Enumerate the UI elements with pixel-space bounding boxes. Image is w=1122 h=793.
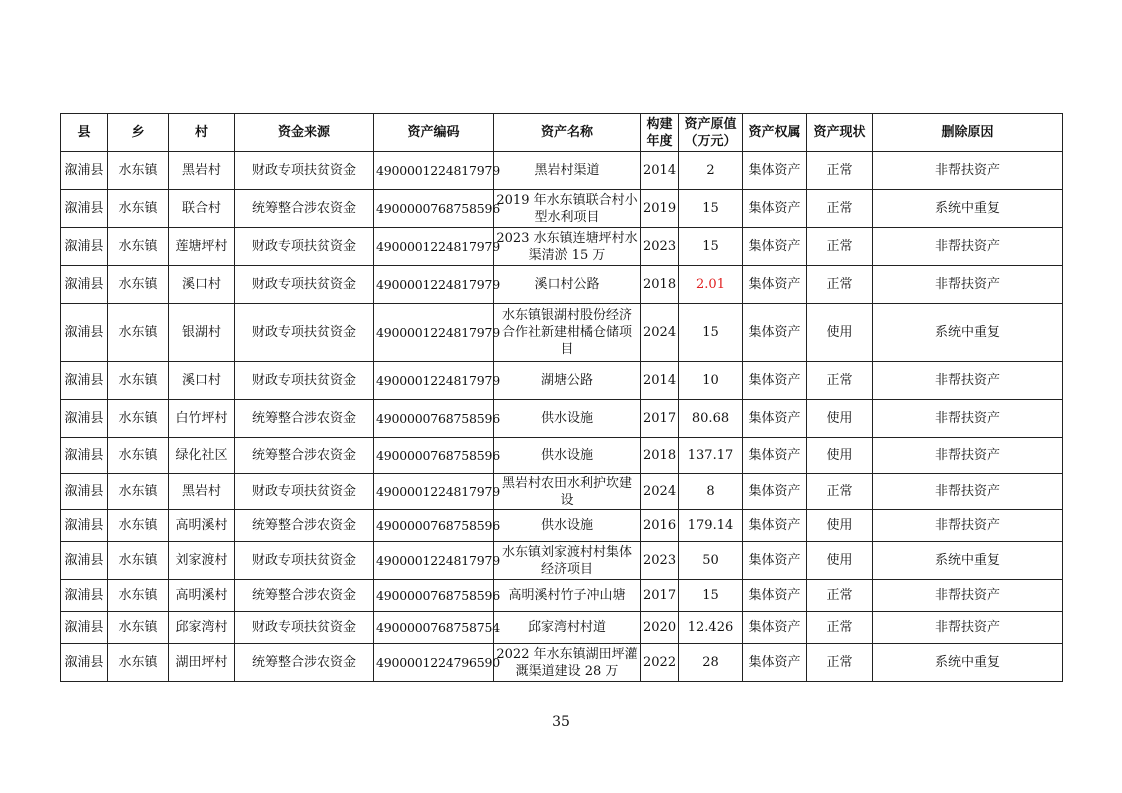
cell-township: 水东镇 [108,304,169,362]
table-row [61,612,1063,644]
cell-ownership: 集体资产 [743,510,807,542]
cell-ownership: 集体资产 [743,304,807,362]
cell-county: 溆浦县 [61,266,108,304]
cell-asset-value: 179.14 [679,510,743,542]
cell-ownership: 集体资产 [743,438,807,474]
header-ownership: 资产权属 [743,114,807,152]
table-row [61,190,1063,228]
cell-asset-code: 4900000768758596 [374,580,494,612]
cell-county: 溆浦县 [61,438,108,474]
cell-build-year: 2023 [641,542,679,580]
header-village: 村 [169,114,235,152]
cell-fund-source: 统筹整合涉农资金 [235,400,374,438]
table-row [61,510,1063,542]
cell-village: 高明溪村 [169,510,235,542]
cell-deletion-reason: 系统中重复 [873,542,1063,580]
cell-county: 溆浦县 [61,362,108,400]
cell-asset-code: 4900001224817979 [374,266,494,304]
cell-asset-name: 邱家湾村村道 [494,612,641,644]
cell-township: 水东镇 [108,362,169,400]
cell-asset-code: 4900000768758596 [374,400,494,438]
cell-ownership: 集体资产 [743,362,807,400]
cell-status: 正常 [807,580,873,612]
cell-ownership: 集体资产 [743,612,807,644]
table-row [61,580,1063,612]
cell-deletion-reason: 非帮扶资产 [873,362,1063,400]
cell-county: 溆浦县 [61,190,108,228]
cell-asset-code: 4900000768758754 [374,612,494,644]
header-build-year: 构建年度 [641,114,679,152]
cell-village: 邱家湾村 [169,612,235,644]
cell-build-year: 2017 [641,400,679,438]
cell-build-year: 2023 [641,228,679,266]
cell-fund-source: 统筹整合涉农资金 [235,644,374,682]
cell-county: 溆浦县 [61,474,108,510]
cell-deletion-reason: 非帮扶资产 [873,266,1063,304]
cell-asset-code: 4900001224817979 [374,152,494,190]
cell-deletion-reason: 非帮扶资产 [873,152,1063,190]
header-deletion-reason: 删除原因 [873,114,1063,152]
cell-ownership: 集体资产 [743,644,807,682]
cell-fund-source: 财政专项扶贫资金 [235,474,374,510]
table-row [61,542,1063,580]
cell-build-year: 2022 [641,644,679,682]
cell-status: 正常 [807,474,873,510]
cell-township: 水东镇 [108,438,169,474]
cell-build-year: 2016 [641,510,679,542]
cell-ownership: 集体资产 [743,400,807,438]
cell-build-year: 2018 [641,266,679,304]
cell-asset-name: 2022 年水东镇湖田坪灌溉渠道建设 28 万 [494,644,641,682]
cell-fund-source: 统筹整合涉农资金 [235,438,374,474]
cell-deletion-reason: 非帮扶资产 [873,510,1063,542]
cell-asset-value: 2 [679,152,743,190]
cell-asset-code: 4900000768758596 [374,190,494,228]
cell-asset-value: 2.01 [679,266,743,304]
cell-county: 溆浦县 [61,152,108,190]
table-header [61,114,1063,152]
asset-deletion-table [60,113,1063,682]
cell-build-year: 2014 [641,362,679,400]
cell-asset-value: 12.426 [679,612,743,644]
header-asset-value: 资产原值（万元） [679,114,743,152]
cell-township: 水东镇 [108,190,169,228]
table-row [61,152,1063,190]
cell-asset-name: 溪口村公路 [494,266,641,304]
cell-village: 黑岩村 [169,474,235,510]
cell-village: 湖田坪村 [169,644,235,682]
cell-ownership: 集体资产 [743,580,807,612]
cell-deletion-reason: 非帮扶资产 [873,580,1063,612]
cell-fund-source: 统筹整合涉农资金 [235,190,374,228]
cell-asset-value: 15 [679,190,743,228]
header-status: 资产现状 [807,114,873,152]
cell-status: 正常 [807,644,873,682]
cell-build-year: 2017 [641,580,679,612]
table-row [61,438,1063,474]
cell-asset-name: 水东镇刘家渡村村集体经济项目 [494,542,641,580]
cell-fund-source: 财政专项扶贫资金 [235,542,374,580]
cell-asset-name: 高明溪村竹子冲山塘 [494,580,641,612]
table-row [61,644,1063,682]
cell-county: 溆浦县 [61,510,108,542]
cell-asset-name: 2019 年水东镇联合村小型水利项目 [494,190,641,228]
cell-village: 白竹坪村 [169,400,235,438]
cell-asset-name: 2023 水东镇连塘坪村水渠清淤 15 万 [494,228,641,266]
cell-township: 水东镇 [108,474,169,510]
cell-asset-value: 15 [679,228,743,266]
cell-deletion-reason: 非帮扶资产 [873,228,1063,266]
cell-village: 溪口村 [169,266,235,304]
cell-county: 溆浦县 [61,644,108,682]
cell-build-year: 2024 [641,304,679,362]
cell-county: 溆浦县 [61,304,108,362]
cell-asset-value: 137.17 [679,438,743,474]
cell-asset-code: 4900001224817979 [374,474,494,510]
cell-asset-value: 8 [679,474,743,510]
cell-county: 溆浦县 [61,400,108,438]
cell-build-year: 2019 [641,190,679,228]
cell-asset-value: 28 [679,644,743,682]
cell-status: 正常 [807,362,873,400]
cell-township: 水东镇 [108,612,169,644]
cell-deletion-reason: 系统中重复 [873,304,1063,362]
cell-asset-name: 湖塘公路 [494,362,641,400]
cell-build-year: 2020 [641,612,679,644]
cell-asset-name: 黑岩村农田水利护坎建设 [494,474,641,510]
cell-ownership: 集体资产 [743,152,807,190]
cell-status: 使用 [807,510,873,542]
cell-status: 正常 [807,152,873,190]
cell-deletion-reason: 非帮扶资产 [873,474,1063,510]
cell-asset-code: 4900001224817979 [374,362,494,400]
cell-status: 使用 [807,400,873,438]
cell-status: 正常 [807,612,873,644]
cell-asset-name: 黑岩村渠道 [494,152,641,190]
cell-county: 溆浦县 [61,612,108,644]
cell-ownership: 集体资产 [743,228,807,266]
page-number: 35 [552,714,570,730]
cell-village: 联合村 [169,190,235,228]
cell-township: 水东镇 [108,510,169,542]
cell-fund-source: 财政专项扶贫资金 [235,152,374,190]
cell-township: 水东镇 [108,228,169,266]
cell-deletion-reason: 系统中重复 [873,644,1063,682]
cell-ownership: 集体资产 [743,190,807,228]
cell-deletion-reason: 系统中重复 [873,190,1063,228]
cell-township: 水东镇 [108,542,169,580]
cell-fund-source: 统筹整合涉农资金 [235,580,374,612]
cell-village: 高明溪村 [169,580,235,612]
cell-asset-name: 供水设施 [494,510,641,542]
cell-status: 正常 [807,228,873,266]
cell-asset-code: 4900000768758596 [374,438,494,474]
cell-township: 水东镇 [108,400,169,438]
cell-asset-code: 4900001224817979 [374,228,494,266]
table-row [61,228,1063,266]
table-row [61,362,1063,400]
cell-asset-value: 50 [679,542,743,580]
cell-deletion-reason: 非帮扶资产 [873,438,1063,474]
cell-deletion-reason: 非帮扶资产 [873,400,1063,438]
cell-fund-source: 财政专项扶贫资金 [235,612,374,644]
table-row [61,304,1063,362]
cell-township: 水东镇 [108,266,169,304]
cell-build-year: 2014 [641,152,679,190]
cell-fund-source: 统筹整合涉农资金 [235,510,374,542]
cell-ownership: 集体资产 [743,266,807,304]
cell-status: 正常 [807,190,873,228]
cell-asset-code: 4900001224817979 [374,304,494,362]
cell-county: 溆浦县 [61,580,108,612]
cell-asset-value: 80.68 [679,400,743,438]
cell-village: 绿化社区 [169,438,235,474]
header-asset-name: 资产名称 [494,114,641,152]
cell-fund-source: 财政专项扶贫资金 [235,266,374,304]
cell-village: 莲塘坪村 [169,228,235,266]
header-township: 乡 [108,114,169,152]
cell-asset-name: 供水设施 [494,438,641,474]
cell-asset-code: 4900001224817979 [374,542,494,580]
cell-village: 黑岩村 [169,152,235,190]
cell-status: 使用 [807,438,873,474]
cell-asset-value: 15 [679,580,743,612]
cell-village: 溪口村 [169,362,235,400]
cell-fund-source: 财政专项扶贫资金 [235,362,374,400]
cell-asset-code: 4900001224796590 [374,644,494,682]
cell-village: 银湖村 [169,304,235,362]
cell-build-year: 2024 [641,474,679,510]
table-row [61,266,1063,304]
header-county: 县 [61,114,108,152]
cell-asset-code: 4900000768758596 [374,510,494,542]
table-row [61,400,1063,438]
cell-county: 溆浦县 [61,228,108,266]
header-asset-code: 资产编码 [374,114,494,152]
cell-deletion-reason: 非帮扶资产 [873,612,1063,644]
header-row [61,114,1063,152]
cell-asset-value: 10 [679,362,743,400]
cell-fund-source: 财政专项扶贫资金 [235,304,374,362]
cell-township: 水东镇 [108,580,169,612]
cell-build-year: 2018 [641,438,679,474]
header-fund-source: 资金来源 [235,114,374,152]
table-body [61,152,1063,682]
cell-status: 使用 [807,542,873,580]
cell-asset-name: 供水设施 [494,400,641,438]
cell-fund-source: 财政专项扶贫资金 [235,228,374,266]
cell-township: 水东镇 [108,152,169,190]
cell-county: 溆浦县 [61,542,108,580]
cell-status: 使用 [807,304,873,362]
table-row [61,474,1063,510]
cell-status: 正常 [807,266,873,304]
cell-asset-value: 15 [679,304,743,362]
cell-ownership: 集体资产 [743,542,807,580]
cell-township: 水东镇 [108,644,169,682]
cell-asset-name: 水东镇银湖村股份经济合作社新建柑橘仓储项目 [494,304,641,362]
cell-village: 刘家渡村 [169,542,235,580]
cell-ownership: 集体资产 [743,474,807,510]
